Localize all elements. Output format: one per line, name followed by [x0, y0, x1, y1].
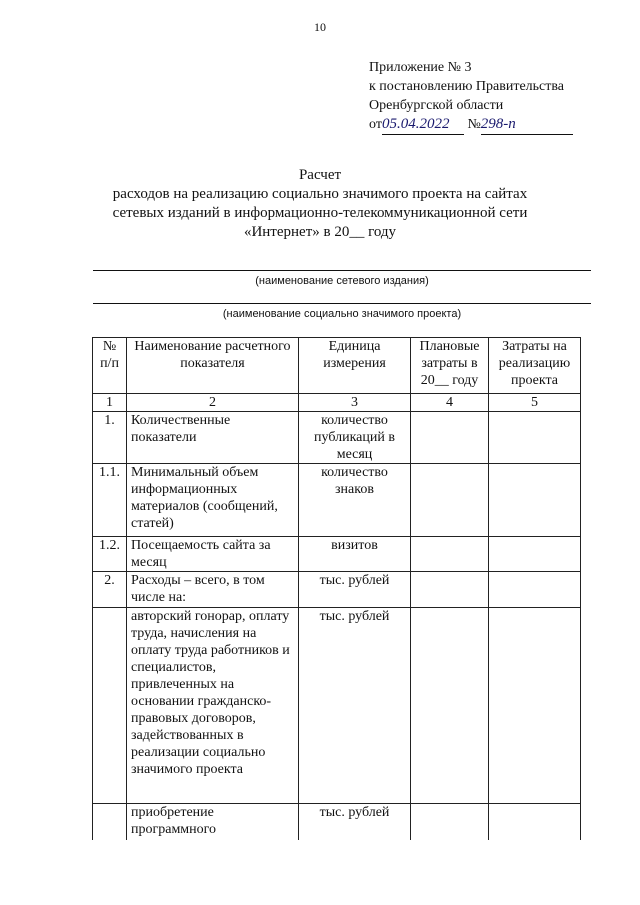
row-planned-cell [411, 572, 489, 608]
row-number: 1. [93, 412, 127, 464]
row-number [93, 608, 127, 804]
title-line-4: «Интернет» в 20__ году [243, 224, 397, 240]
row-unit: тыс. рублей [299, 608, 411, 804]
column-number-row [93, 394, 581, 412]
date-field [382, 115, 464, 135]
row-number: 1.2. [93, 537, 127, 572]
header-cell-costs: Затраты на реализацию проекта [489, 338, 581, 394]
row-indicator: Минимальный объем информационных материалов (сообщений, статей) [127, 464, 299, 537]
document-title [0, 166, 640, 242]
number-field [481, 115, 573, 135]
row-planned-cell [411, 412, 489, 464]
row-indicator: Посещаемость сайта за месяц [127, 537, 299, 572]
title-line-3: сетевых изданий в информационно-телекоммуникационной сети [112, 205, 528, 221]
table-row [93, 412, 581, 464]
number-handwritten: 298-п [480, 116, 516, 132]
row-cost-cell [489, 464, 581, 537]
column-number: 5 [489, 394, 581, 412]
table-row [93, 464, 581, 537]
column-number: 2 [127, 394, 299, 412]
header-cell-num: № п/п [93, 338, 127, 394]
project-name-line [93, 303, 591, 304]
row-cost-cell [489, 537, 581, 572]
row-planned-cell [411, 464, 489, 537]
row-unit: тыс. рублей [299, 804, 411, 840]
table-header-row [93, 338, 581, 394]
table-row [93, 608, 581, 804]
appendix-line-3: Оренбургской области [369, 98, 504, 113]
number-prefix: № [467, 117, 481, 132]
row-cost-cell [489, 572, 581, 608]
row-cost-cell [489, 608, 581, 804]
date-handwritten: 05.04.2022 [381, 116, 450, 132]
row-indicator: приобретение программного [127, 804, 299, 840]
date-prefix: от [369, 117, 382, 132]
table-row [93, 804, 581, 840]
row-number: 2. [93, 572, 127, 608]
row-unit: количество публикаций в месяц [299, 412, 411, 464]
header-cell-unit: Единица измерения [299, 338, 411, 394]
row-planned-cell [411, 608, 489, 804]
appendix-header [369, 58, 573, 135]
outlet-name-caption: (наименование сетевого издания) [255, 275, 429, 287]
title-line-1: Расчет [298, 167, 342, 183]
row-unit: количество знаков [299, 464, 411, 537]
row-indicator: Расходы – всего, в том числе на: [127, 572, 299, 608]
header-cell-name: Наименование расчетного показателя [127, 338, 299, 394]
row-planned-cell [411, 537, 489, 572]
column-number: 4 [411, 394, 489, 412]
appendix-date-line [369, 115, 573, 135]
calculation-table [92, 337, 581, 840]
header-cell-planned: Плановые затраты в 20__ году [411, 338, 489, 394]
row-number [93, 804, 127, 840]
project-name-caption: (наименование социально значимого проекта) [222, 308, 462, 320]
table-row [93, 537, 581, 572]
row-unit: тыс. рублей [299, 572, 411, 608]
page-number: 10 [314, 20, 326, 34]
table-row [93, 572, 581, 608]
appendix-line-2: к постановлению Правительства [369, 79, 565, 94]
row-unit: визитов [299, 537, 411, 572]
column-number: 1 [93, 394, 127, 412]
title-line-2: расходов на реализацию социально значимого проекта на сайтах [112, 186, 528, 202]
row-indicator: авторский гонорар, оплату труда, начисления на оплату труда работников и специалистов, привлеченных на основании гражданско-правовых договоров, задействованных в реализации социально значимого проекта [127, 608, 299, 804]
row-cost-cell [489, 804, 581, 840]
column-number: 3 [299, 394, 411, 412]
appendix-line-1: Приложение № 3 [369, 60, 472, 75]
row-cost-cell [489, 412, 581, 464]
row-number: 1.1. [93, 464, 127, 537]
row-planned-cell [411, 804, 489, 840]
outlet-name-line [93, 270, 591, 271]
row-indicator: Количественные показатели [127, 412, 299, 464]
